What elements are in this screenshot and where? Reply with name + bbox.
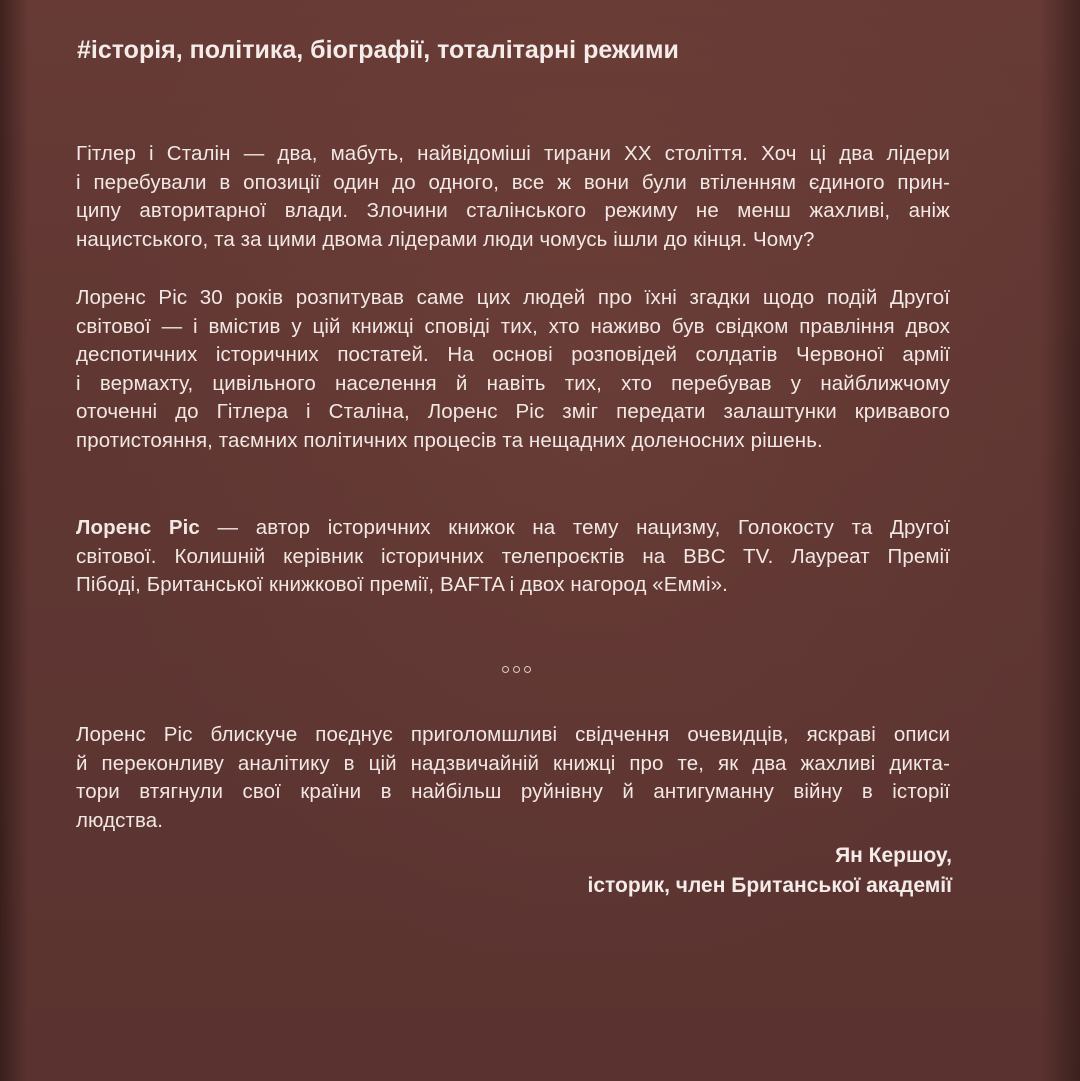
text-line: нацистського, та за цими двома лідерами люди чомусь ішли до кінця. Чому? bbox=[76, 227, 815, 251]
text-line: і вермахту, цивільного населення й навіть тих, хто перебував у найближчому bbox=[76, 371, 950, 395]
text-line: деспотичних історичних постатей. На основі розповідей солдатів Червоної армії bbox=[76, 343, 950, 367]
author-bio-text: — автор історичних книжок на тему нацизму, Голокосту та Другої bbox=[199, 516, 950, 539]
ornament-dot bbox=[513, 666, 520, 673]
text-line: Лоренс Ріс 30 років розпитував саме цих людей про їхні згадки щодо подій Другої bbox=[76, 286, 950, 309]
text-line: ципу авторитарної влади. Злочини сталінського режиму не менш жахливі, аніж bbox=[76, 199, 950, 223]
text-line bbox=[76, 514, 950, 543]
spine-shadow bbox=[0, 0, 28, 1081]
text-line: тори втягнули свої країни в найбільш руйнівну й антигуманну війну в історії bbox=[76, 780, 950, 804]
text-line: Лоренс Ріс блискуче поєднує приголомшливі свідчення очевидців, яскраві описи bbox=[76, 723, 950, 746]
text-line: Пібоді, Британської книжкової премії, BAFTA і двох нагород «Еммі». bbox=[76, 573, 728, 597]
text-line: людства. bbox=[76, 808, 164, 832]
text-line: світової — і вмістив у цій книжці сповіді тих, хто наживо був свідком правління двох bbox=[76, 314, 950, 338]
text-line: й переконливу аналітику в цій надзвичайній книжці про те, як два жахливі дикта- bbox=[76, 751, 950, 775]
ornament-divider bbox=[498, 662, 534, 676]
text-line: світової. Колишній керівник історичних телепроєктів на BBC TV. Лауреат Премії bbox=[76, 544, 950, 568]
edge-shadow bbox=[1040, 0, 1080, 1081]
description-paragraph-2 bbox=[76, 284, 950, 456]
ornament-dot bbox=[502, 666, 509, 673]
quote-author-name: Ян Кершоу, bbox=[835, 844, 952, 867]
author-name: Лоренс Ріс bbox=[76, 516, 200, 539]
ornament-dot bbox=[524, 666, 531, 673]
description-paragraph-1 bbox=[76, 140, 950, 254]
quote-author-role: історик, член Британської академії bbox=[587, 874, 952, 897]
author-bio bbox=[76, 514, 950, 600]
text-line: протистояння, таємних політичних процесів та нещадних доленосних рішень. bbox=[76, 428, 823, 452]
text-line: і перебували в опозиції один до одного, все ж вони були втіленням єдиного прин- bbox=[76, 170, 950, 194]
text-line: Гітлер і Сталін — два, мабуть, найвідоміші тирани XX століття. Хоч ці два лідери bbox=[76, 142, 950, 165]
review-quote bbox=[76, 721, 950, 835]
text-line: оточенні до Гітлера і Сталіна, Лоренс Ріс зміг передати залаштунки кривавого bbox=[76, 400, 950, 424]
genre-tags: #історія, політика, біографії, тоталітарні режими bbox=[77, 36, 679, 64]
